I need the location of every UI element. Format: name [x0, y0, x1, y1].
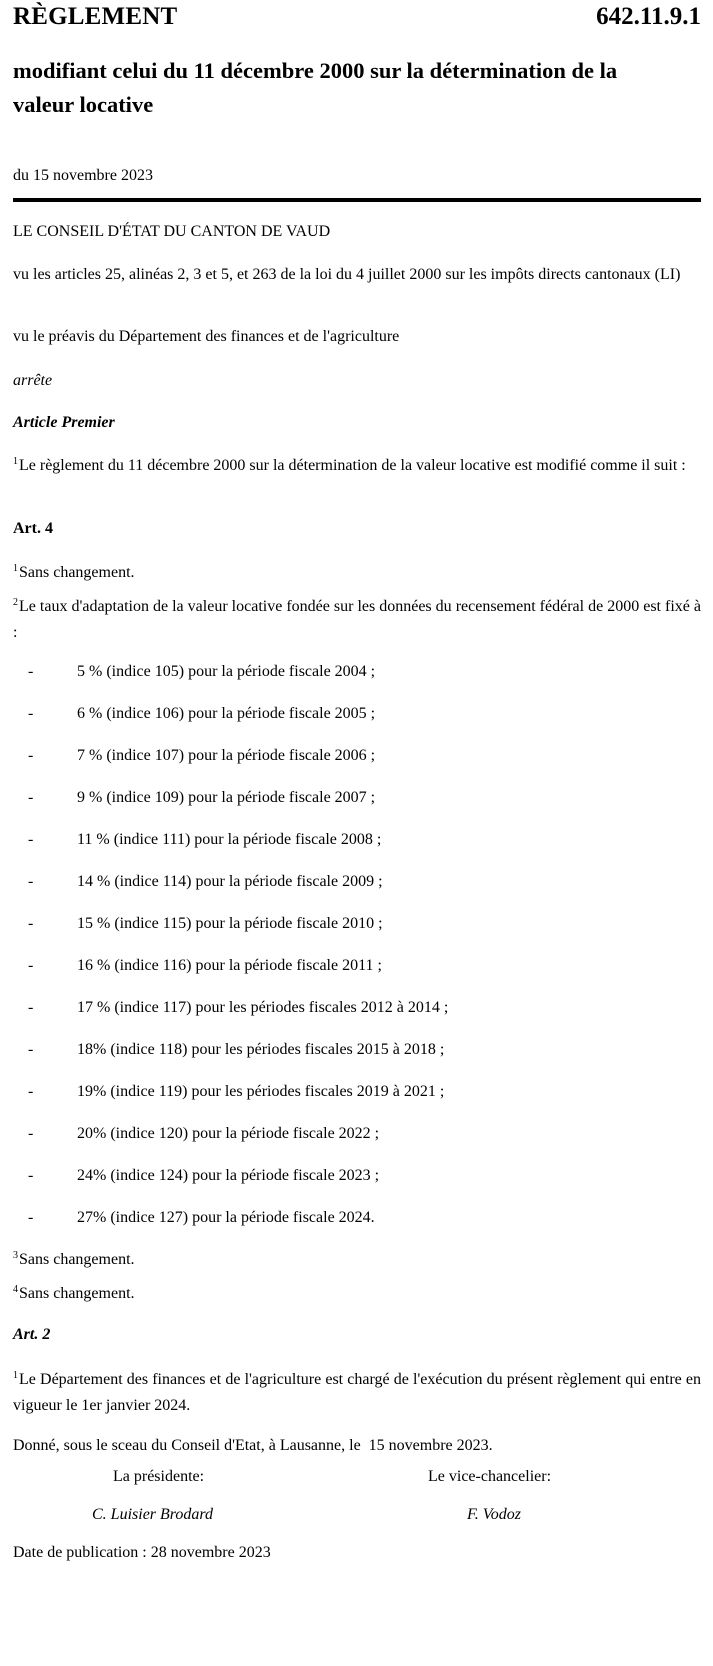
list-dash: - — [28, 999, 34, 1016]
list-dash: - — [28, 1209, 34, 1226]
alinea-number: 3 — [13, 1249, 18, 1261]
art-4-alinea-1 — [13, 561, 701, 585]
list-item: 17 % (indice 117) pour les périodes fiscales 2012 à 2014 ; — [77, 999, 449, 1016]
list-dash: - — [28, 1041, 34, 1058]
list-dash: - — [28, 1125, 34, 1142]
list-item: 7 % (indice 107) pour la période fiscale 2006 ; — [77, 747, 376, 764]
given-under-seal: Donné, sous le sceau du Conseil d'Etat, à Lausanne, le 15 novembre 2023. — [13, 1437, 493, 1454]
list-dash: - — [28, 915, 34, 932]
alinea-number: 1 — [13, 1369, 18, 1381]
alinea-text: Le Département des finances et de l'agriculture est chargé de l'exécution du présent règlement qui entre en vigueur le 1er janvier 2024. — [13, 1371, 701, 1414]
art-4-alinea-2 — [13, 594, 701, 646]
list-item: 9 % (indice 109) pour la période fiscale 2007 ; — [77, 789, 376, 806]
list-item: 15 % (indice 115) pour la période fiscale 2010 ; — [77, 915, 383, 932]
signatory-left-name: C. Luisier Brodard — [92, 1506, 214, 1523]
alinea-text: Le taux d'adaptation de la valeur locative fondée sur les données du recensement fédéral de 2000 est fixé à : — [13, 598, 701, 641]
list-item: 5 % (indice 105) pour la période fiscale 2004 ; — [77, 663, 376, 680]
list-item: 27% (indice 127) pour la période fiscale 2024. — [77, 1209, 375, 1226]
list-dash: - — [28, 747, 34, 764]
list-dash: - — [28, 1167, 34, 1184]
alinea-number: 4 — [13, 1283, 18, 1295]
list-item: 18% (indice 118) pour les périodes fiscales 2015 à 2018 ; — [77, 1041, 445, 1058]
list-item: 14 % (indice 114) pour la période fiscale 2009 ; — [77, 873, 383, 890]
vu-articles: vu les articles 25, alinéas 2, 3 et 5, et 263 de la loi du 4 juillet 2000 sur les impôts directs cantonaux (LI) — [13, 266, 681, 283]
art-2-alinea-1 — [13, 1367, 701, 1419]
alinea-text: Sans changement. — [19, 564, 135, 581]
art-4-alinea-4 — [13, 1282, 701, 1306]
document-date: du 15 novembre 2023 — [13, 167, 153, 184]
art-2-heading: Art. 2 — [13, 1326, 51, 1343]
list-item: 11 % (indice 111) pour la période fiscale 2008 ; — [77, 831, 382, 848]
alinea-text: Sans changement. — [19, 1285, 135, 1302]
list-item: 6 % (indice 106) pour la période fiscale 2005 ; — [77, 705, 376, 722]
list-dash: - — [28, 873, 34, 890]
header-divider — [13, 198, 701, 202]
signatory-left-role: La présidente: — [113, 1468, 205, 1485]
alinea-text: Le règlement du 11 décembre 2000 sur la détermination de la valeur locative est modifié comme il suit : — [19, 457, 686, 474]
authority-line: LE CONSEIL D'ÉTAT DU CANTON DE VAUD — [13, 223, 331, 240]
list-item: 19% (indice 119) pour les périodes fiscales 2019 à 2021 ; — [77, 1083, 445, 1100]
article-premier-heading: Article Premier — [13, 414, 115, 431]
article-premier-alinea-1 — [13, 453, 701, 479]
vu-preavis: vu le préavis du Département des finances et de l'agriculture — [13, 328, 400, 345]
art-4-heading: Art. 4 — [13, 520, 53, 537]
publication-date: Date de publication : 28 novembre 2023 — [13, 1544, 271, 1561]
list-dash: - — [28, 831, 34, 848]
arrete-line: arrête — [13, 372, 53, 389]
list-item: 16 % (indice 116) pour la période fiscale 2011 ; — [77, 957, 382, 974]
list-item: 20% (indice 120) pour la période fiscale 2022 ; — [77, 1125, 380, 1142]
list-dash: - — [28, 1083, 34, 1100]
list-dash: - — [28, 789, 34, 806]
alinea-text: Sans changement. — [19, 1251, 135, 1268]
list-dash: - — [28, 705, 34, 722]
list-item: 24% (indice 124) pour la période fiscale 2023 ; — [77, 1167, 380, 1184]
alinea-number: 2 — [13, 596, 18, 608]
alinea-number: 1 — [13, 562, 18, 574]
document-subtitle: modifiant celui du 11 décembre 2000 sur la détermination de la valeur locative — [13, 58, 618, 117]
document-type: RÈGLEMENT — [13, 3, 178, 30]
list-dash: - — [28, 957, 34, 974]
list-dash: - — [28, 663, 34, 680]
document-number: 642.11.9.1 — [596, 3, 701, 30]
signatory-right-name: F. Vodoz — [467, 1506, 521, 1523]
art-4-alinea-3 — [13, 1248, 701, 1272]
signatory-right-role: Le vice-chancelier: — [428, 1468, 552, 1485]
alinea-number: 1 — [13, 455, 18, 467]
